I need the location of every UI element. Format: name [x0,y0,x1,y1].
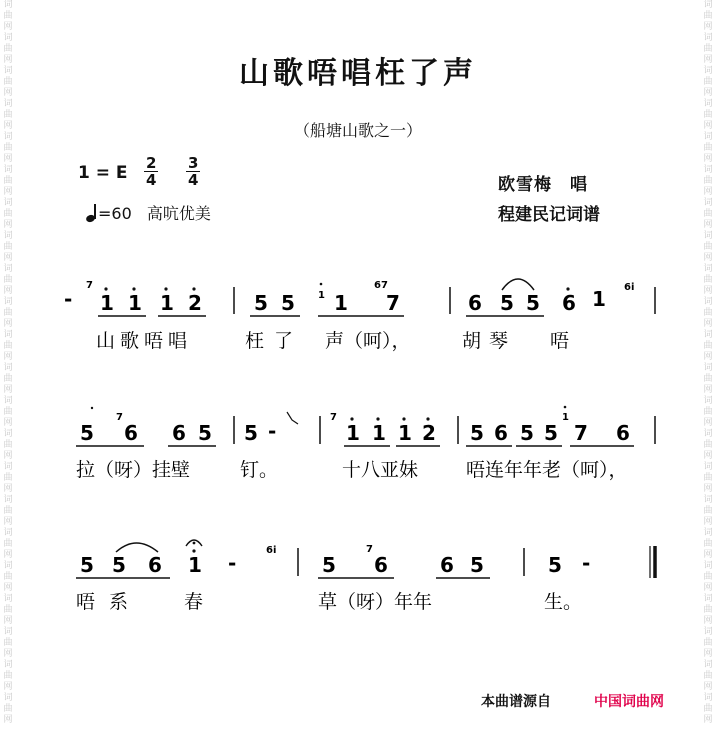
watermark-char: 曲 [3,506,13,516]
note: 5 [520,421,534,445]
note: 5 [548,553,562,577]
watermark-char: 网 [3,352,13,362]
octave-dot [426,417,429,420]
watermark-char: 曲 [703,110,713,120]
watermark-char: 曲 [703,539,713,549]
watermark-char: 网 [3,121,13,131]
watermark-char: 词 [703,528,713,538]
watermark-char: 词 [703,627,713,637]
watermark-char: 词 [3,396,13,406]
note: 5 [198,421,212,445]
watermark-char: 词 [3,165,13,175]
watermark-char: 网 [703,253,713,263]
tempo-value: =60 [98,204,132,223]
watermark-char: 曲 [703,44,713,54]
breath-mark [287,412,298,424]
pickup-dash: - [64,287,73,311]
grace-note: 6i [266,545,277,556]
watermark-char: 词 [3,264,13,274]
singer-credit: 欧雪梅 唱 [498,175,588,195]
octave-dot [192,549,195,552]
lyric: 生。 [544,591,583,613]
note: 1 [398,421,412,445]
watermark-char: 网 [703,154,713,164]
grace-note: 67 [374,280,388,291]
watermark-char: 词 [3,561,13,571]
watermark-char: 曲 [3,44,13,54]
note: 1 [100,291,114,315]
note: 7 [386,291,400,315]
watermark-char: 词 [3,495,13,505]
watermark-char: 词 [703,99,713,109]
slur [116,543,158,552]
watermark-char: 曲 [703,275,713,285]
grace-note: 7 [116,412,123,423]
note: 1 [128,291,142,315]
octave-dot [104,287,107,290]
watermark-char: 曲 [3,671,13,681]
watermark-char: 词 [3,429,13,439]
time-sig-numerator: 2 [146,154,157,172]
watermark-char: 曲 [703,440,713,450]
watermark-char: 词 [3,528,13,538]
watermark-char: 曲 [3,11,13,21]
watermark-char: 曲 [3,704,13,714]
watermark-char: 曲 [3,638,13,648]
grace-note: 1 [562,412,569,423]
note: 5 [470,421,484,445]
watermark-char: 网 [3,451,13,461]
watermark-char: 网 [3,385,13,395]
watermark-char: 网 [703,220,713,230]
watermark-char: 词 [703,297,713,307]
note: 5 [526,291,540,315]
watermark-char: 词 [703,132,713,142]
watermark-char: 曲 [703,473,713,483]
watermark-char: 网 [703,484,713,494]
lyric: 声（呵）， [325,330,411,352]
lyric: 唔系 [76,591,143,613]
watermark-char: 网 [703,352,713,362]
watermark-char: 曲 [703,374,713,384]
watermark-char: 曲 [3,275,13,285]
note: 5 [112,553,126,577]
watermark-char: 词 [3,33,13,43]
watermark-char: 网 [703,550,713,560]
note: 6 [374,553,388,577]
watermark-char: 网 [3,220,13,230]
watermark-char: 曲 [703,638,713,648]
key-signature: 1 = E [78,163,128,183]
note: 5 [244,421,258,445]
staccato-dot [91,407,93,409]
watermark-char: 曲 [3,407,13,417]
fermata-dot [193,542,196,545]
watermark-char: 网 [3,319,13,329]
note: 5 [322,553,336,577]
time-sig-denominator: 4 [188,171,199,189]
watermark-char: 网 [703,418,713,428]
watermark-char: 词 [3,132,13,142]
watermark-char: 曲 [703,572,713,582]
watermark-char: 曲 [3,374,13,384]
watermark-char: 网 [3,715,13,725]
watermark-char: 词 [703,231,713,241]
watermark-char: 网 [3,55,13,65]
watermark-char: 网 [3,286,13,296]
watermark-char: 词 [703,264,713,274]
watermark-char: 网 [703,682,713,692]
grace-note: 1 [318,290,325,301]
octave-dot [566,287,569,290]
note: 1 [334,291,348,315]
grace-note: 7 [366,544,373,555]
watermark-char: 曲 [703,77,713,87]
watermark-char: 词 [3,0,13,10]
watermark-char: 网 [703,517,713,527]
watermark-char: 网 [703,22,713,32]
note: 6 [494,421,508,445]
source-site-link[interactable]: 中国词曲网 [594,694,664,710]
watermark-char: 网 [703,88,713,98]
watermark-char: 词 [3,297,13,307]
note: 5 [281,291,295,315]
lyric: 枉了 [245,330,304,352]
watermark-char: 曲 [3,242,13,252]
watermark-char: 词 [703,198,713,208]
watermark-char: 词 [703,660,713,670]
note: 6 [124,421,138,445]
watermark-char: 网 [3,682,13,692]
note: 1 [160,291,174,315]
note: 5 [544,421,558,445]
watermark-char: 词 [3,462,13,472]
lyric: 胡琴 [462,330,517,352]
note: 2 [422,421,436,445]
watermark-char: 网 [703,451,713,461]
watermark-char: 曲 [3,143,13,153]
sustain-dash: - [268,419,277,443]
score-line-3 [76,540,655,613]
watermark-char: 曲 [3,209,13,219]
grace-note: 7 [86,280,93,291]
lyric: 唔 [550,330,570,352]
song-subtitle: （船塘山歌之一） [293,121,422,140]
octave-dot [350,417,353,420]
watermark-char: 网 [703,583,713,593]
watermark-char: 词 [3,660,13,670]
watermark-char: 网 [703,55,713,65]
score-line-1 [64,279,655,352]
note: 5 [470,553,484,577]
lyric: 拉（呀）挂壁 [76,459,191,481]
sustain-dash: - [582,551,591,575]
transcriber-credit: 程建民记词谱 [498,205,600,225]
watermark-char: 词 [3,66,13,76]
lyric: 春 [184,591,204,613]
watermark-char: 曲 [3,308,13,318]
watermark-char: 词 [3,231,13,241]
note: 6 [468,291,482,315]
watermark-char: 网 [3,649,13,659]
octave-dot [192,287,195,290]
note: 6 [148,553,162,577]
watermark-char: 网 [703,121,713,131]
watermark-char: 曲 [3,176,13,186]
watermark-char: 曲 [3,605,13,615]
note: 5 [80,421,94,445]
watermark-char: 曲 [3,341,13,351]
note: 1 [346,421,360,445]
watermark-char: 词 [703,363,713,373]
lyric: 钉。 [240,459,279,481]
grace-note: 6i [624,282,635,293]
expression-marking: 高吭优美 [146,204,211,223]
watermark-char: 词 [703,429,713,439]
watermark-char: 词 [3,363,13,373]
source-label: 本曲谱源自 [481,694,551,710]
octave-dot [402,417,405,420]
watermark-char: 词 [703,462,713,472]
watermark-char: 词 [3,330,13,340]
watermark-char: 曲 [703,704,713,714]
watermark-char: 曲 [703,176,713,186]
watermark-char: 词 [703,396,713,406]
note: 5 [80,553,94,577]
octave-dot [320,283,323,286]
watermark-char: 词 [703,66,713,76]
sustain-dash: 1 [592,287,606,311]
watermark-char: 词 [703,165,713,175]
watermark-char: 词 [703,33,713,43]
watermark-char: 网 [3,88,13,98]
watermark-char: 词 [703,0,713,10]
watermark-char: 网 [703,715,713,725]
note: 2 [188,291,202,315]
watermark-char: 曲 [3,110,13,120]
watermark-char: 词 [3,693,13,703]
watermark-char: 曲 [703,209,713,219]
watermark-char: 词 [703,594,713,604]
watermark-char: 词 [703,495,713,505]
octave-dot [564,406,567,409]
watermark-char: 网 [703,319,713,329]
sustain-dash: - [228,551,237,575]
time-sig-denominator: 4 [146,171,157,189]
watermark-char: 曲 [703,407,713,417]
watermark-char: 网 [703,385,713,395]
octave-dot [132,287,135,290]
watermark-char: 曲 [703,671,713,681]
slur [502,279,534,290]
watermark-char: 曲 [703,242,713,252]
grace-note: 7 [330,412,337,423]
note: 5 [254,291,268,315]
watermark-char: 曲 [703,605,713,615]
watermark-char: 曲 [3,77,13,87]
watermark-char: 网 [3,583,13,593]
note: 1 [188,553,202,577]
watermark-char: 网 [703,616,713,626]
watermark-char: 词 [703,693,713,703]
watermark-char: 网 [3,22,13,32]
note: 7 [574,421,588,445]
lyric: 草（呀）年年 [318,591,433,613]
note: 6 [616,421,630,445]
watermark-char: 网 [3,154,13,164]
watermark-char: 曲 [3,572,13,582]
watermark-char: 网 [703,187,713,197]
watermark-char: 网 [703,286,713,296]
watermark-char: 网 [703,649,713,659]
watermark-char: 词 [3,594,13,604]
note: 6 [172,421,186,445]
watermark-char: 曲 [703,506,713,516]
note: 1 [372,421,386,445]
watermark-char: 网 [3,418,13,428]
octave-dot [164,287,167,290]
note: 6 [440,553,454,577]
watermark-char: 网 [3,517,13,527]
watermark-char: 网 [3,616,13,626]
watermark-char: 词 [3,99,13,109]
watermark-char: 词 [703,561,713,571]
song-title: 山歌唔唱枉了声 [239,56,477,91]
watermark-char: 词 [3,198,13,208]
note: 5 [500,291,514,315]
watermark-char: 词 [3,627,13,637]
score-line-2 [76,406,655,481]
watermark-char: 网 [3,253,13,263]
watermark-char: 曲 [3,440,13,450]
watermark-char: 网 [3,187,13,197]
lyric: 唔连年年老（呵）， [466,459,628,481]
watermark-char: 词 [703,330,713,340]
watermark-char: 网 [3,484,13,494]
time-sig-numerator: 3 [188,154,199,172]
watermark-char: 曲 [703,341,713,351]
watermark-char: 曲 [703,308,713,318]
watermark-char: 网 [3,550,13,560]
watermark-char: 曲 [3,539,13,549]
lyric: 山歌唔唱 [96,330,193,352]
octave-dot [376,417,379,420]
watermark-char: 曲 [3,473,13,483]
note: 6 [562,291,576,315]
watermark-char: 曲 [703,11,713,21]
watermark-char: 曲 [703,143,713,153]
lyric: 十八亚妹 [342,459,419,481]
